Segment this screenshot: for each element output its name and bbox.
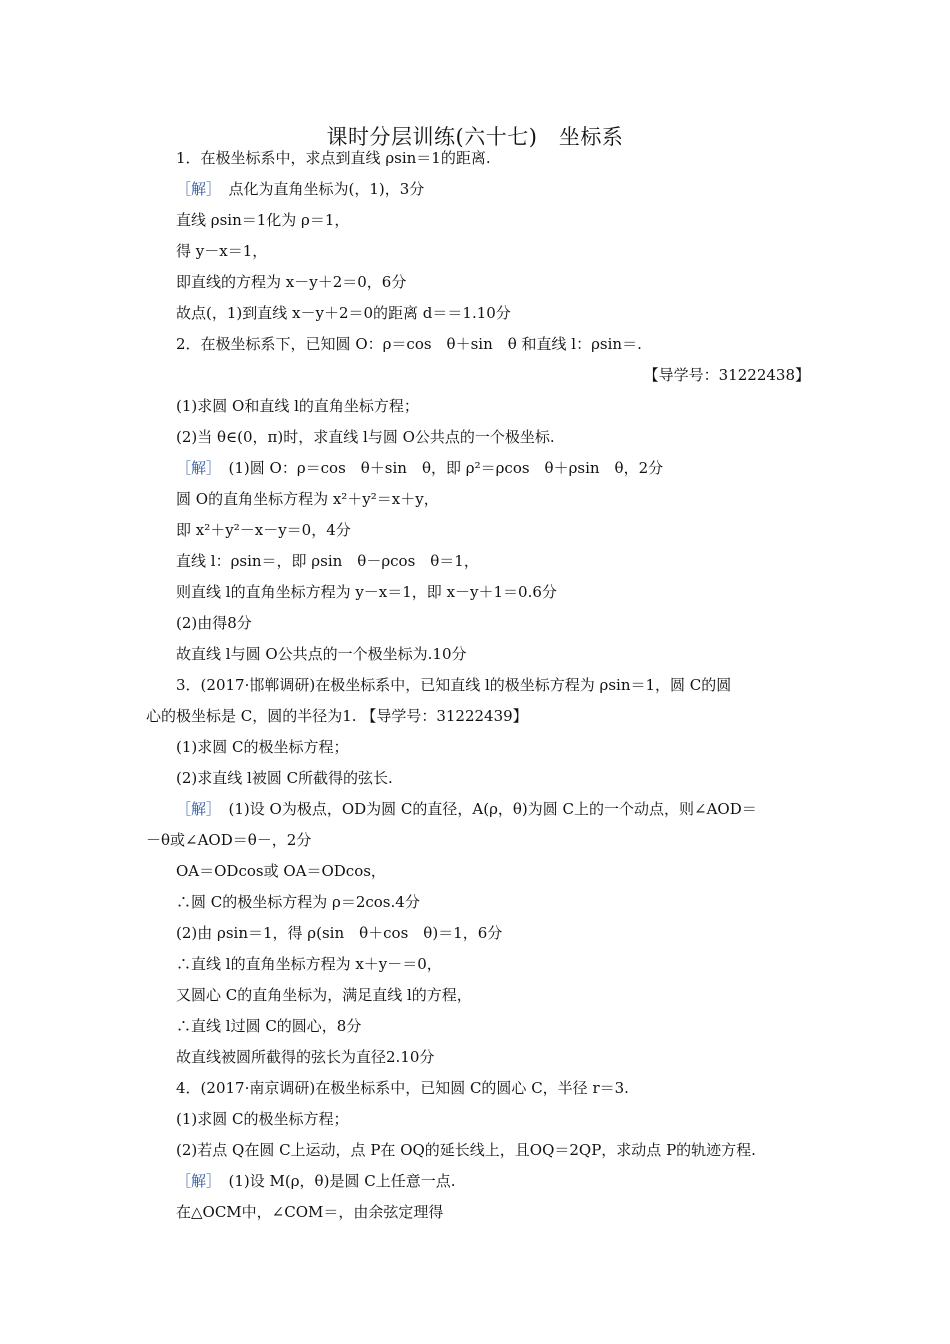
line-text: (1)设 O为极点，OD为圆 C的直径，A(ρ，θ)为圆 C上的一个动点，则∠AOD＝	[213, 800, 757, 818]
text-line	[146, 763, 810, 794]
line-text: (1)求圆 C的极坐标方程；	[176, 738, 349, 756]
line-text: 3．(2017·邯郸调研)在极坐标系中，已知直线 l的极坐标方程为 ρsin＝1，圆 C的圆	[176, 676, 732, 694]
line-text: 又圆心 C的直角坐标为，满足直线 l的方程，	[176, 986, 472, 1004]
line-text: (2)若点 Q在圆 C上运动，点 P在 OQ的延长线上，且OQ＝2QP，求动点 P的轨迹方程.	[176, 1141, 756, 1159]
text-line	[146, 577, 810, 608]
line-text: 得 y－x＝1，	[176, 242, 268, 260]
solution-tag: ［解］	[176, 180, 214, 198]
line-text: 故直线 l与圆 O公共点的一个极坐标为.10分	[176, 645, 467, 663]
text-line	[146, 856, 810, 887]
line-text: (2)由 ρsin＝1，得 ρ(sin θ＋cos θ)＝1，6分	[176, 924, 503, 942]
line-text: 故点(，1)到直线 x－y＋2＝0的距离 d＝＝1.10分	[176, 304, 511, 322]
text-line	[146, 546, 810, 577]
solution-tag: ［解］	[176, 800, 214, 818]
line-text: (2)当 θ∈(0，π)时，求直线 l与圆 O公共点的一个极坐标.	[176, 428, 555, 446]
line-text: (1)圆 O：ρ＝cos θ＋sin θ，即 ρ²＝ρcos θ＋ρsin θ，2分	[213, 459, 664, 477]
text-line	[146, 453, 810, 484]
text-line	[146, 608, 810, 639]
line-text: 2．在极坐标系下，已知圆 O：ρ＝cos θ＋sin θ 和直线 l：ρsin＝.	[176, 335, 642, 353]
text-line	[146, 887, 810, 918]
line-text: 即 x²＋y²－x－y＝0，4分	[176, 521, 351, 539]
text-line	[146, 205, 810, 236]
text-line	[146, 1197, 810, 1228]
line-text: 1．在极坐标系中，求点到直线 ρsin＝1的距离.	[176, 149, 491, 167]
line-text: ∴圆 C的极坐标方程为 ρ＝2cos.4分	[176, 893, 420, 911]
line-text: ∴直线 l的直角坐标方程为 x＋y－＝0，	[176, 955, 442, 973]
line-text: 4．(2017·南京调研)在极坐标系中，已知圆 C的圆心 C，半径 r＝3.	[176, 1079, 629, 1097]
document-body	[146, 143, 810, 1228]
text-line	[146, 1011, 810, 1042]
text-line	[146, 670, 810, 701]
line-text: 则直线 l的直角坐标方程为 y－x＝1，即 x－y＋1＝0.6分	[176, 583, 557, 601]
text-line	[146, 1135, 810, 1166]
text-line	[146, 794, 810, 825]
line-text: (1)设 M(ρ，θ)是圆 C上任意一点.	[213, 1172, 456, 1190]
text-line	[146, 515, 810, 546]
line-text: OA＝ODcos或 OA＝ODcos，	[176, 862, 386, 880]
text-line	[146, 1166, 810, 1197]
text-line	[146, 918, 810, 949]
line-text: 直线 l：ρsin＝，即 ρsin θ－ρcos θ＝1，	[176, 552, 479, 570]
text-line	[146, 360, 810, 391]
text-line	[146, 825, 810, 856]
text-line	[146, 391, 810, 422]
line-text: －θ或∠AOD＝θ－，2分	[146, 831, 312, 849]
text-line	[146, 980, 810, 1011]
line-text: (1)求圆 C的极坐标方程；	[176, 1110, 349, 1128]
text-line	[146, 732, 810, 763]
text-line	[146, 701, 810, 732]
text-line	[146, 949, 810, 980]
solution-tag: ［解］	[176, 459, 214, 477]
line-text: (2)求直线 l被圆 C所截得的弦长.	[176, 769, 393, 787]
text-line	[146, 1073, 810, 1104]
page-title: 课时分层训练(六十七) 坐标系	[326, 125, 624, 149]
line-text: 点化为直角坐标为(，1)，3分	[213, 180, 425, 198]
solution-tag: ［解］	[176, 1172, 214, 1190]
text-line	[146, 267, 810, 298]
text-line	[146, 1104, 810, 1135]
line-text: 故直线被圆所截得的弦长为直径2.10分	[176, 1048, 435, 1066]
text-line	[146, 1042, 810, 1073]
line-text: (2)由得8分	[176, 614, 252, 632]
text-line	[146, 174, 810, 205]
text-line	[146, 639, 810, 670]
line-text: 即直线的方程为 x－y＋2＝0，6分	[176, 273, 407, 291]
line-text: (1)求圆 O和直线 l的直角坐标方程；	[176, 397, 419, 415]
line-text: 直线 ρsin＝1化为 ρ＝1，	[176, 211, 350, 229]
line-text: 心的极坐标是 C，圆的半径为1. 【导学号：31222439】	[146, 707, 528, 725]
line-text: 【导学号：31222438】	[643, 366, 810, 384]
line-text: ∴直线 l过圆 C的圆心，8分	[176, 1017, 362, 1035]
text-line	[146, 143, 810, 174]
line-text: 在△OCM中，∠COM＝，由余弦定理得	[176, 1203, 444, 1221]
text-line	[146, 484, 810, 515]
text-line	[146, 422, 810, 453]
text-line	[146, 236, 810, 267]
text-line	[146, 298, 810, 329]
text-line	[146, 329, 810, 360]
line-text: 圆 O的直角坐标方程为 x²＋y²＝x＋y，	[176, 490, 439, 508]
